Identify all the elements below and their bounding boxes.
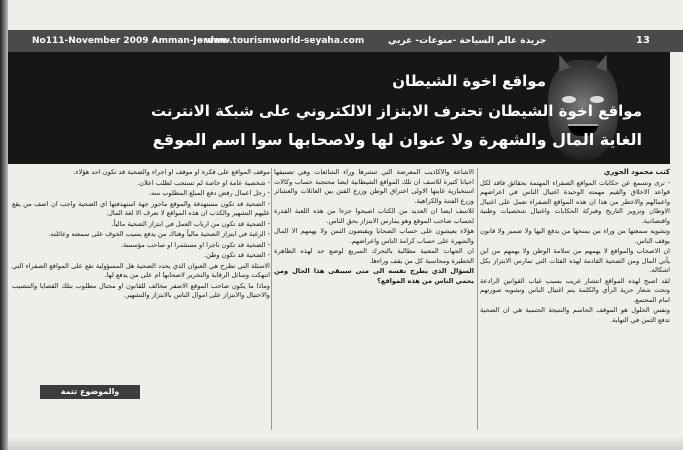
page-fold-shadow: [0, 0, 8, 450]
paragraph: - الضحية قد تكون تاجرا او مستثمرا او صاحب مؤسسة.: [120, 240, 270, 249]
byline: كتب محمود الحوري: [603, 168, 670, 176]
horn-right: [596, 52, 613, 71]
article-column-right: [480, 168, 670, 438]
headline-kicker: مواقع اخوة الشيطان: [392, 72, 546, 90]
paper-name: جريدة عالم السياحة -منوعات- عربي: [388, 36, 547, 46]
paragraph: - نرى وتسمع عن حكايات المواقع الصفراء المهتمة بحقائق فاقد لكل قواعد الاخلاق والقيم مهمته الوحيدة اغتيال الناس في اعراضهم واعمالهم والاخطر من هذا ان هذه المواقع الصفراء تعمل على اغتيال الاوطان وتزوير التاريخ وفبركة الحكايات واغتيال شخصيات وطنية واقتصادية.: [480, 178, 670, 225]
paragraph: هؤلاء يعيشون على حساب الضحايا ويقبضون الثمن ولا يهمهم الا المال والشهرة على حساب كرامة الناس واعراضهم.: [274, 227, 474, 245]
paragraph: ان الجهات المعنية مطالبة بالتحرك السريع لوضع حد لهذه الظاهرة الخطيرة ومحاسبة كل من يقف وراءها.: [274, 247, 474, 265]
paragraph: وماذا ما يكون صاحب الموقع الاصفر مخالف للقانون او محتال مطلوب بتلك القضايا والتنصيب والاحتيال والابتزاز على اموال الناس بالابتزاز والتشهير.: [12, 281, 270, 299]
headline-sub: الغاية المال والشهرة ولا عنوان لها ولاصحابها سوا اسم الموقع: [152, 130, 642, 149]
paragraph: - الضحية قد تكون وطن.: [204, 251, 270, 259]
paragraph: لقد اصبح لهذه المواقع انتشار غريب بسبب غياب القوانين الرادعة وتحت شعار حرية الرأي والكلمة يتم اغتيال الناس وتشويه صورتهم امام المجتمع.: [480, 276, 670, 304]
horn-left: [554, 52, 571, 71]
paragraph: - الرغبة في ابتزاز الضحية مالياً وهناك من يدفع بسبب الخوف على سمعته وعائلته.: [48, 230, 270, 238]
article-column-middle: [274, 168, 474, 438]
continued-label: والموضوع تتمة: [40, 385, 140, 399]
paragraph: ان الاصحاب والمواقع لا يهمهم من سلامة الوطن ولا يهمهم من اين يأتي المال ومن الضحية القادمة لهذه الفئات التي تمارس الابتزاز بكل اشكاله.: [480, 247, 670, 274]
paragraph: ونفس الحلول هو الموقف الحاسم والنتيجة الحتمية هي ان الضحية تدفع الثمن في النهاية.: [480, 306, 670, 324]
header-bar: [8, 30, 683, 52]
headline-banner: [8, 52, 670, 164]
paragraph: - الضحية قد تكون من ارباب العمل في ابتزاز الضحية مالياً.: [111, 219, 270, 228]
paragraph: الاشاعة والاكاذيب المغرضة التي تنشرها وراء الشائعات وهي تصنيفها احيانا كثيرة للاسف ان تلك المواقع الشيطانية ايضا محتجبة حساب وكالات استخبارية غايتها الاولى اختراق الوطن وزرع الفتن بين العائلات والعشائر وزرع الفتنة والكراهية.: [274, 168, 474, 205]
paragraph: - الضحية قد تكون مستهدفة والموقع ماجور جهة استهدفتها اي الضحية واجب ان اصف من يقع عليهم التشهير والكذب ان هذه المواقع لا تعرف الا لغة المال.: [12, 199, 270, 217]
issue-label: No111-November 2009 Amman-Jordan-: [32, 36, 231, 46]
paragraph: - شخصية عامة او خاصة لم تستجب لطلب اعلان.: [137, 178, 270, 187]
headline-main: مواقع اخوة الشيطان تحترف الابتزاز الالكتروني على شبكة الانترنت: [151, 102, 642, 120]
website-link[interactable]: - www.tourismworld-seyaha.com: [198, 36, 365, 46]
column-divider: [477, 168, 478, 430]
paragraph: موقف المواقع على فكرة او موقف او اجراء والضحية قد تكون احد هؤلاء.: [73, 168, 270, 176]
paragraph: للاسف ايضا ان العديد من الكتاب اصبحوا جزءا من هذه اللعبة القذرة لحساب صاحب الموقع وهو يمارس الابتزاز بحق الناس.: [274, 207, 474, 225]
paragraph: السؤال الذي يطرح نفسه الى متى سيبقى هذا الحال ومن يحمي الناس من هذه المواقع؟: [274, 267, 474, 285]
paragraph: - رجل اعمال رفض دفع المبلغ المطلوب منه.: [148, 189, 270, 197]
paragraph: وتشويه سمعتها من وراء من يمنحها من يدفع اليها ولا ضمير ولا قانون يوقف الناس.: [480, 227, 670, 245]
column-divider: [271, 168, 272, 430]
paragraph: الاسئلة التي تطرح هي العنوان الذي يحدد الضحية هل المسؤولية تقع على المواقع الصفراء التي انتهكت وسائل الرقابة والتحرير لاصحابها ام على من يدفع لها.: [12, 261, 270, 279]
page-number: 13: [636, 35, 650, 46]
page-bottom-edge: [8, 436, 683, 450]
